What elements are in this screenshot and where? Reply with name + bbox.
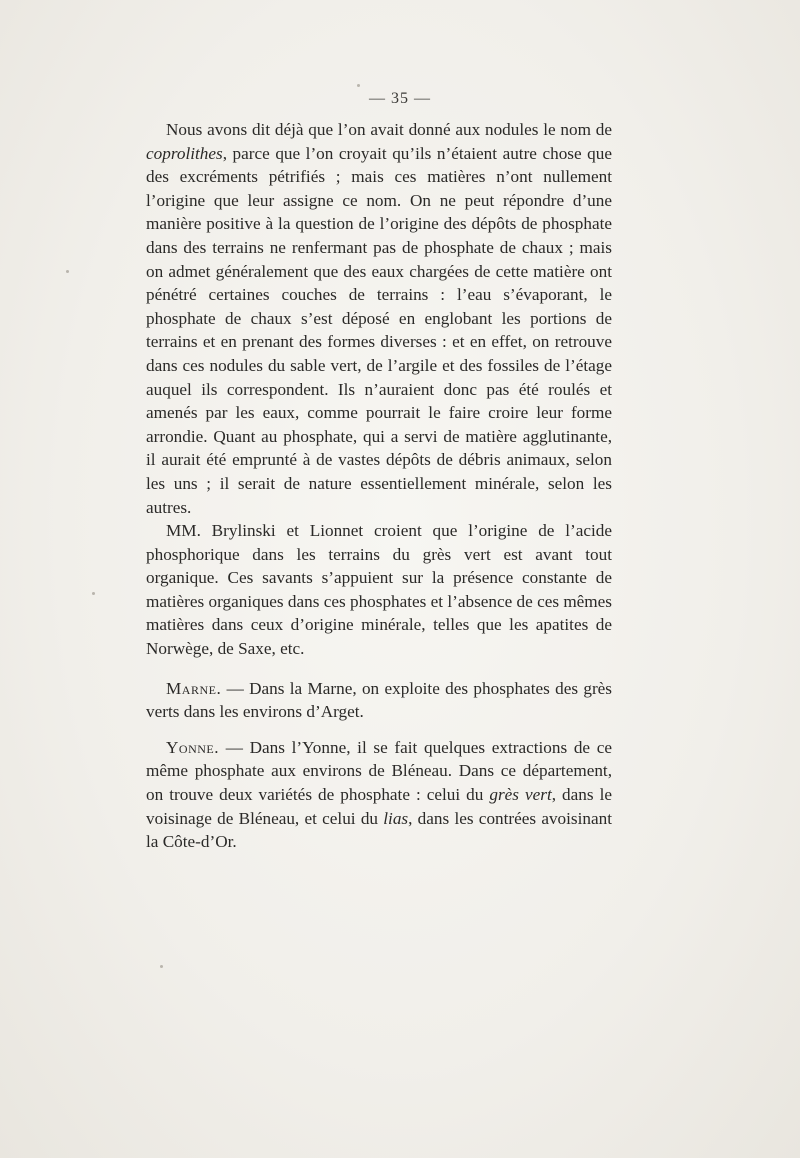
- text-run: MM. Brylinski et Lionnet croient que l’origine de l’acide phosphorique dans les terrains du grès vert est avant tout organique. Ces savants s’appuient sur la présence constante de matières organiques dans ces phosphates et l’absence de ces mêmes matières dans ceux d’origine minérale, telles que les apatites de Norwège, de Saxe, etc.: [146, 521, 612, 659]
- paper-speck: [160, 965, 163, 968]
- text-run: — Dans la Marne, on exploite des phosphates des grès verts dans les environs d’Arget.: [146, 678, 612, 722]
- text-run: , dans les contrées avoisinant la Côte-d’Or.: [146, 808, 612, 852]
- section-heading: Yonne.: [166, 737, 220, 757]
- paragraph-yonne: [146, 736, 612, 854]
- text-run: , parce que l’on croyait qu’ils n’étaient autre chose que des excréments pétrifiés ; mais ces matières n’ont nullement l’origine que leur assigne ce nom. On ne peut répondre d’une manière positive à la question de l’origine des dépôts de phosphate dans des terrains ne renfermant pas de phosphate de chaux ; mais on admet généralement que des eaux chargées de cette matière ont pénétré certaines couches de terrains : l’eau s’évaporant, le phosphate de chaux s’est déposé en englobant les portions de terrains et en prenant des formes diverses : et en effet, on retrouve dans ces nodules du sable vert, de l’argile et des fossiles de l’étage auquel ils correspondent. Ils n’auraient donc pas été roulés et amenés par les eaux, comme pourrait le faire croire leur forme arrondie. Quant au phosphate, qui a servi de matière agglutinante, il aurait été emprunté à de vastes dépôts de débris animaux, selon les uns ; il serait de nature essentiellement minérale, selon les autres.: [146, 143, 612, 517]
- paragraph-marne: [146, 677, 612, 724]
- italic-term: coprolithes: [146, 143, 223, 163]
- page-number: — 35 —: [369, 90, 431, 107]
- paper-speck: [92, 592, 95, 595]
- body-text: [146, 118, 612, 854]
- section-heading: Marne.: [166, 678, 222, 698]
- paragraph-brylinski-lionnet: [146, 519, 612, 661]
- paper-speck: [357, 84, 360, 87]
- text-run: Nous avons dit déjà que l’on avait donné aux nodules le nom de: [166, 120, 612, 139]
- italic-term: grès vert: [489, 785, 552, 805]
- text-run: , dans le voisinage de Bléneau, et celui du: [146, 785, 612, 828]
- italic-term: lias: [383, 808, 409, 828]
- text-run: — Dans l’Yonne, il se fait quelques extractions de ce même phosphate aux environs de Bléneau. Dans ce département, on trouve deux variétés de phosphate : celui du: [146, 737, 612, 805]
- paragraph-coprolithes: [146, 118, 612, 519]
- paper-speck: [66, 270, 69, 273]
